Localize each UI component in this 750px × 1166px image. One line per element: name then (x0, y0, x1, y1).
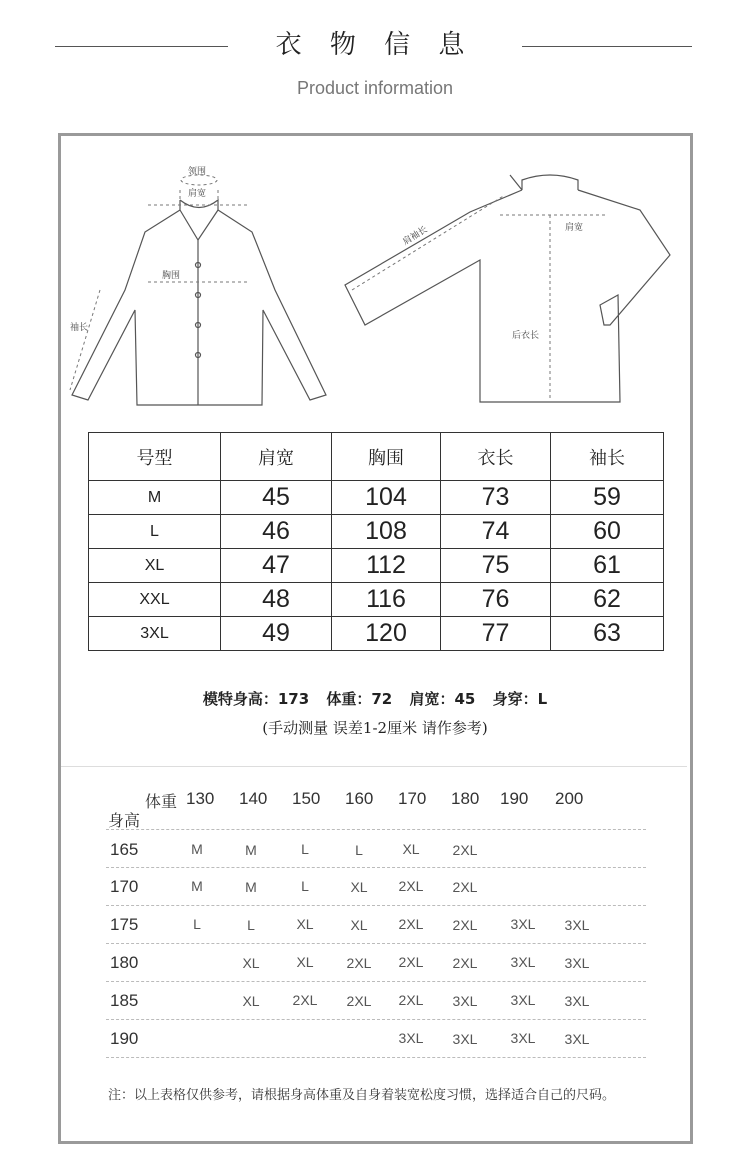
chart-size-cell: 3XL (398, 1030, 424, 1046)
diagram-label-chest: 胸围 (162, 271, 181, 281)
chart-weight-col: 130 (186, 789, 215, 808)
chart-height-row-label: 175 (110, 915, 139, 934)
page-title: 衣 物 信 息 (275, 30, 475, 60)
sleeve-cell: 63 (551, 617, 664, 651)
length-cell: 76 (441, 583, 551, 617)
chart-height-row-label: 190 (110, 1029, 139, 1048)
model-wears: 身穿：L (492, 690, 548, 708)
size-table-row (89, 481, 664, 515)
size-table (88, 432, 664, 651)
chart-size-cell: XL (242, 993, 260, 1009)
chart-size-cell: 3XL (564, 955, 590, 971)
shoulder-cell: 48 (221, 583, 332, 617)
chart-size-cell: XL (296, 954, 314, 970)
chart-size-cell: 2XL (452, 879, 478, 895)
size-table-row (89, 617, 664, 651)
size-table-header: 衣长 (441, 433, 551, 481)
chart-size-cell: 2XL (346, 993, 372, 1009)
chart-row-divider (106, 981, 646, 982)
chart-size-cell: XL (350, 879, 368, 895)
chart-size-cell: 3XL (564, 1031, 590, 1047)
chart-size-cell: L (301, 841, 309, 857)
model-shoulder: 肩宽：45 (409, 690, 476, 708)
model-weight: 体重：72 (326, 690, 393, 708)
size-cell: L (89, 515, 221, 549)
diagram-label-back-length: 后衣长 (512, 331, 540, 341)
chart-weight-col: 180 (451, 789, 480, 808)
chart-size-cell: 3XL (510, 916, 536, 932)
shoulder-cell: 45 (221, 481, 332, 515)
size-table-row (89, 583, 664, 617)
diagram-label-collar: 领围 (188, 167, 207, 177)
chart-height-row-label: 185 (110, 991, 139, 1010)
chart-size-cell: 2XL (452, 955, 478, 971)
chart-height-row-label: 180 (110, 953, 139, 972)
length-cell: 74 (441, 515, 551, 549)
chart-size-cell: 3XL (564, 917, 590, 933)
chart-row-divider (106, 905, 646, 906)
size-table-header: 肩宽 (221, 433, 332, 481)
chart-size-cell: M (245, 842, 257, 858)
shoulder-cell: 47 (221, 549, 332, 583)
size-table-header: 袖长 (551, 433, 664, 481)
diagram-label-sleeve: 袖长 (70, 323, 89, 333)
chart-size-cell: XL (242, 955, 260, 971)
diagram-label-shoulder: 肩宽 (188, 189, 207, 199)
chart-row-divider (106, 867, 646, 868)
size-table-row (89, 515, 664, 549)
shirt-measurement-diagram (62, 155, 687, 415)
chart-size-cell: 3XL (510, 954, 536, 970)
shoulder-cell: 49 (221, 617, 332, 651)
chart-size-cell: 3XL (510, 1030, 536, 1046)
sleeve-cell: 62 (551, 583, 664, 617)
page-subtitle: Product information (296, 78, 454, 98)
chart-weight-col: 140 (239, 789, 268, 808)
section-divider (61, 766, 687, 767)
sleeve-cell: 59 (551, 481, 664, 515)
chart-size-cell: M (191, 878, 203, 894)
model-height: 模特身高：173 (202, 690, 310, 708)
chart-height-label: 身高 (108, 811, 141, 830)
size-cell: XXL (89, 583, 221, 617)
chart-size-cell: XL (296, 916, 314, 932)
chart-weight-col: 160 (345, 789, 374, 808)
chart-size-cell: 3XL (564, 993, 590, 1009)
chart-weight-col: 150 (292, 789, 321, 808)
chart-size-cell: L (193, 916, 201, 932)
chart-size-cell: 2XL (398, 954, 424, 970)
chart-weight-label: 体重 (145, 792, 178, 811)
chart-size-cell: 3XL (452, 993, 478, 1009)
chart-row-divider (106, 829, 646, 830)
chart-size-cell: 2XL (452, 917, 478, 933)
model-info (0, 688, 750, 709)
chart-size-cell: 2XL (398, 916, 424, 932)
measurement-note: (手动测量 误差1-2厘米 请作参考) (262, 719, 488, 737)
length-cell: 73 (441, 481, 551, 515)
chart-size-cell: M (191, 841, 203, 857)
size-cell: 3XL (89, 617, 221, 651)
length-cell: 77 (441, 617, 551, 651)
diagram-label-shoulder-sleeve: 肩袖长 (401, 224, 430, 248)
chest-cell: 104 (332, 481, 441, 515)
size-table-header: 胸围 (332, 433, 441, 481)
footnote: 注：以上表格仅供参考，请根据身高体重及自身着装宽松度习惯，选择适合自己的尺码。 (108, 1088, 616, 1103)
diagram-label-back-shoulder: 肩宽 (565, 223, 584, 233)
chart-weight-col: 200 (555, 789, 584, 808)
chart-size-cell: XL (350, 917, 368, 933)
size-table-header: 号型 (89, 433, 221, 481)
chart-height-row-label: 170 (110, 877, 139, 896)
chart-size-cell: L (355, 842, 363, 858)
chest-cell: 120 (332, 617, 441, 651)
chart-weight-col: 190 (500, 789, 529, 808)
chart-size-cell: 3XL (452, 1031, 478, 1047)
chart-row-divider (106, 1057, 646, 1058)
chart-size-cell: 2XL (398, 992, 424, 1008)
chart-size-cell: 2XL (292, 992, 318, 1008)
chart-size-cell: 2XL (398, 878, 424, 894)
length-cell: 75 (441, 549, 551, 583)
size-cell: XL (89, 549, 221, 583)
chest-cell: 116 (332, 583, 441, 617)
size-table-header-row (89, 433, 664, 481)
chart-row-divider (106, 1019, 646, 1020)
size-table-row (89, 549, 664, 583)
sleeve-cell: 61 (551, 549, 664, 583)
chart-size-cell: XL (402, 841, 420, 857)
chart-size-cell: 2XL (452, 842, 478, 858)
sleeve-cell: 60 (551, 515, 664, 549)
chest-cell: 108 (332, 515, 441, 549)
back-shirt-outline (345, 190, 670, 402)
chart-height-row-label: 165 (110, 840, 139, 859)
chart-row-divider (106, 943, 646, 944)
shoulder-cell: 46 (221, 515, 332, 549)
chart-size-cell: L (247, 917, 255, 933)
size-cell: M (89, 481, 221, 515)
chart-size-cell: 2XL (346, 955, 372, 971)
chart-size-cell: M (245, 879, 257, 895)
chart-size-cell: L (301, 878, 309, 894)
chart-size-cell: 3XL (510, 992, 536, 1008)
chart-weight-col: 170 (398, 789, 427, 808)
chest-cell: 112 (332, 549, 441, 583)
